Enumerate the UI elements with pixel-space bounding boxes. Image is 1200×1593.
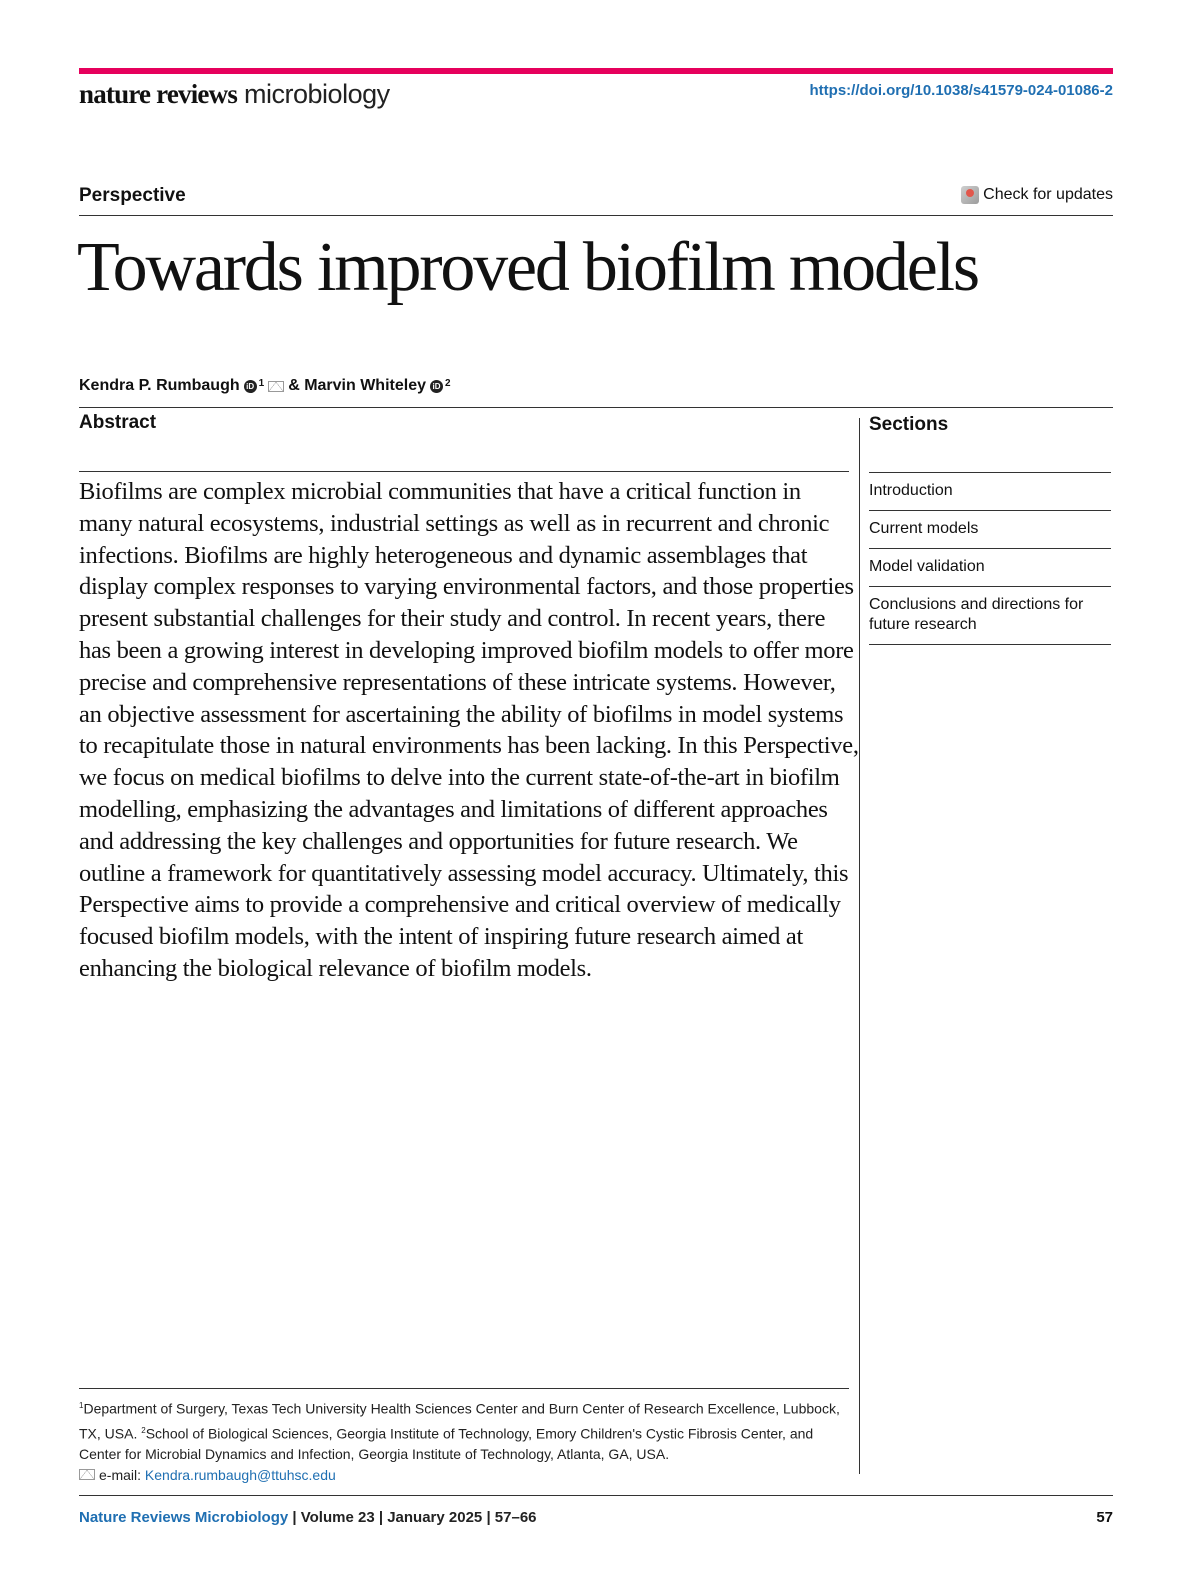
crossmark-icon <box>961 186 979 204</box>
footer-rule <box>79 1495 1113 1496</box>
check-updates-link[interactable] <box>961 186 1113 204</box>
abstract-heading: Abstract <box>79 412 157 433</box>
affiliation-1: Department of Surgery, Texas Tech University Health Sciences Center and Burn Center of Research Excellence, Lubbock, TX, USA. <box>79 1400 840 1442</box>
article-title: Towards improved biofilm models <box>77 229 978 306</box>
header-rule <box>79 215 1113 216</box>
author-affil-2: 2 <box>445 377 451 389</box>
journal-logo-light: microbiology <box>244 79 390 109</box>
affil-num-1: 1 <box>79 1401 84 1410</box>
journal-logo[interactable] <box>79 78 390 110</box>
affil-num-2: 2 <box>141 1425 146 1435</box>
email-icon <box>79 1469 95 1480</box>
orcid-icon[interactable]: iD <box>244 380 257 393</box>
author-list <box>79 377 451 395</box>
page-number: 57 <box>1096 1509 1113 1526</box>
sections-nav <box>869 472 1111 645</box>
column-divider <box>859 418 860 1474</box>
section-link-introduction[interactable]: Introduction <box>869 472 1111 510</box>
author-name-2[interactable]: & Marvin Whiteley <box>288 377 426 394</box>
footer-citation <box>79 1509 537 1526</box>
doi-link[interactable]: https://doi.org/10.1038/s41579-024-01086-2 <box>809 82 1113 99</box>
abstract-text: Biofilms are complex microbial communities that have a critical function in many natural ecosystems, industrial settings as well as in recurrent and chronic infections. Biofilms are highly heterogeneous and dynamic assemblages that display complex responses to varying environmental factors, and those properties present substantial challenges for their study and control. In recent years, there has been a growing interest in developing improved biofilm models to offer more precise and comprehensive representations of these intricate systems. However, an objective assessment for ascertaining the ability of biofilms in model systems to recapitulate those in natural environments has been lacking. In this Perspective, we focus on medical biofilms to delve into the current state-of-the-art in biofilm modelling, emphasizing the advantages and limitations of different approaches and addressing the key challenges and opportunities for future research. We outline a framework for quantitatively assessing model accuracy. Ultimately, this Perspective aims to provide a comprehensive and critical overview of medically focused biofilm models, with the intent of inspiring future research aimed at enhancing the biological relevance of biofilm models. <box>79 478 859 982</box>
header-accent-bar <box>79 68 1113 74</box>
abstract-rule <box>79 471 849 472</box>
affiliations <box>79 1395 854 1486</box>
email-label: e-mail: <box>99 1467 142 1484</box>
email-icon[interactable] <box>268 381 284 392</box>
section-link-model-validation[interactable]: Model validation <box>869 548 1111 586</box>
orcid-icon[interactable]: iD <box>430 380 443 393</box>
affiliation-2: School of Biological Sciences, Georgia Institute of Technology, Emory Children's Cystic Fibrosis Center, and Center for Microbial Dynamics and Infection, Georgia Institute of Technology, Atlanta, GA, USA. <box>79 1425 814 1463</box>
check-updates-label: Check for updates <box>983 186 1113 203</box>
footer-volume-info: | Volume 23 | January 2025 | 57–66 <box>292 1509 537 1526</box>
section-link-conclusions[interactable]: Conclusions and directions for future research <box>869 586 1111 645</box>
affiliations-rule <box>79 1388 849 1389</box>
author-affil-1: 1 <box>258 377 265 389</box>
section-link-current-models[interactable]: Current models <box>869 510 1111 548</box>
sections-heading: Sections <box>869 414 949 435</box>
footer-journal-link[interactable]: Nature Reviews Microbiology <box>79 1509 289 1526</box>
journal-logo-bold: nature reviews <box>79 79 238 109</box>
email-link[interactable]: Kendra.rumbaugh@ttuhsc.edu <box>144 1467 336 1484</box>
author-name-1[interactable]: Kendra P. Rumbaugh <box>79 377 240 394</box>
article-type: Perspective <box>79 185 186 206</box>
authors-rule <box>79 407 1113 408</box>
